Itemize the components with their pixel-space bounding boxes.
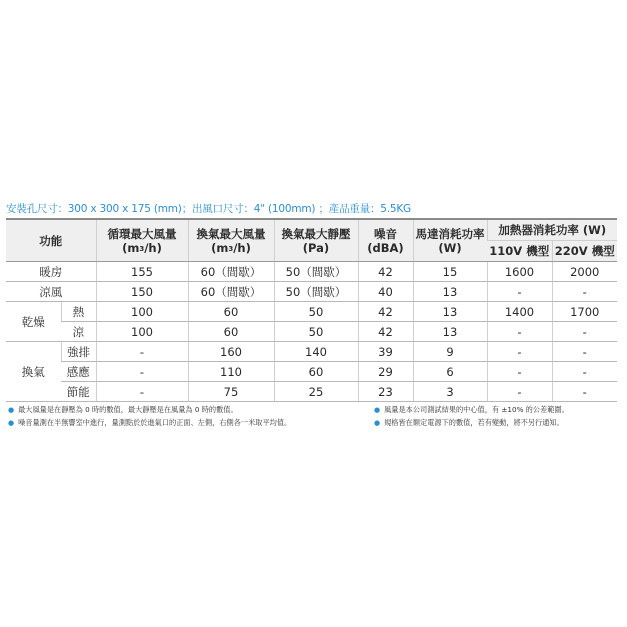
cell-110v: - (487, 282, 552, 302)
table-row (6, 282, 617, 302)
cell-pressure: 140 (274, 342, 358, 362)
cell-noise: 42 (358, 262, 413, 282)
header-noise: 噪音 (dBA) (358, 219, 413, 262)
cell-noise: 42 (358, 302, 413, 322)
header-vent-air: 換氣最大風量 $(m^3/h)$ (188, 219, 274, 262)
header-heater: 加熱器消耗功率 (W) (487, 219, 617, 241)
cell-vent: 60 (188, 302, 274, 322)
bullet-icon: ● (8, 418, 15, 427)
cell-vent: 60（間歇） (188, 282, 274, 302)
cell-vent: 110 (188, 362, 274, 382)
notes-left (8, 404, 291, 429)
cell-circ: 100 (96, 302, 188, 322)
row-label: 涼 (61, 322, 96, 342)
cell-110v: 1600 (487, 262, 552, 282)
cell-motor: 13 (413, 302, 487, 322)
spec-line: 安裝孔尺寸：300 x 300 x 175 (mm)；出風口尺寸：4" (100mm) ；產品重量：5.5KG (6, 203, 411, 215)
cell-motor: 13 (413, 322, 487, 342)
cell-motor: 13 (413, 282, 487, 302)
row-label: 感應 (61, 362, 96, 382)
cell-110v: - (487, 362, 552, 382)
note-item: ● 規格皆在額定電源下的數值，若有變動，將不另行通知。 (374, 417, 564, 427)
header-110v: 110V 機型 (487, 241, 552, 262)
row-label: 熱 (61, 302, 96, 322)
cell-circ: - (96, 362, 188, 382)
cell-110v: - (487, 382, 552, 402)
cell-220v: - (552, 282, 617, 302)
cell-circ: - (96, 342, 188, 362)
table-row (6, 322, 617, 342)
row-label: 暖房 (6, 262, 96, 282)
note-item: ● 風量是本公司測試結果的中心值，有 ±10% 的公差範圍。 (374, 405, 569, 414)
cell-pressure: 25 (274, 382, 358, 402)
cell-vent: 160 (188, 342, 274, 362)
cell-motor: 6 (413, 362, 487, 382)
cell-220v: - (552, 362, 617, 382)
cell-220v: - (552, 382, 617, 402)
table-row (6, 262, 617, 282)
table-row (6, 342, 617, 362)
table-row (6, 302, 617, 322)
cell-noise: 40 (358, 282, 413, 302)
cell-pressure: 50（間歇） (274, 262, 358, 282)
cell-pressure: 60 (274, 362, 358, 382)
cell-pressure: 50 (274, 322, 358, 342)
header-220v: 220V 機型 (552, 241, 617, 262)
note-item: ● 最大風量是在靜壓為 0 時的數值，最大靜壓是在風量為 0 時的數值。 (8, 405, 238, 414)
cell-110v: - (487, 322, 552, 342)
row-label: 強排 (61, 342, 96, 362)
note-item: ● 噪音量測在半無響室中進行，量測點於於進氣口的正面、左側，右側各一米取平均值。 (8, 417, 292, 427)
cell-220v: - (552, 342, 617, 362)
cell-noise: 23 (358, 382, 413, 402)
cell-motor: 15 (413, 262, 487, 282)
cell-noise: 39 (358, 342, 413, 362)
row-label: 涼風 (6, 282, 96, 302)
group-dry: 乾燥 (6, 302, 61, 342)
bullet-icon: ● (8, 406, 15, 414)
header-motor: 馬達消耗功率 (W) (413, 219, 487, 262)
cell-motor: 9 (413, 342, 487, 362)
row-label: 節能 (61, 382, 96, 402)
spec-table (6, 218, 617, 402)
cell-vent: 60 (188, 322, 274, 342)
cell-220v: 2000 (552, 262, 617, 282)
cell-circ: 150 (96, 282, 188, 302)
header-function: 功能 (6, 219, 96, 262)
cell-110v: - (487, 342, 552, 362)
bullet-icon: ● (374, 418, 381, 427)
cell-pressure: 50 (274, 302, 358, 322)
header-pressure: 換氣最大靜壓 (Pa) (274, 219, 358, 262)
table-row (6, 362, 617, 382)
cell-noise: 42 (358, 322, 413, 342)
bullet-icon: ● (374, 406, 381, 414)
cell-110v: 1400 (487, 302, 552, 322)
cell-220v: 1700 (552, 302, 617, 322)
cell-motor: 3 (413, 382, 487, 402)
header-circ-air: 循環最大風量 $(m^3/h)$ (96, 219, 188, 262)
table-row (6, 382, 617, 402)
group-vent: 換氣 (6, 342, 61, 402)
cell-noise: 29 (358, 362, 413, 382)
cell-circ: 100 (96, 322, 188, 342)
notes-right (374, 404, 569, 429)
cell-pressure: 50（間歇） (274, 282, 358, 302)
cell-vent: 60（間歇） (188, 262, 274, 282)
cell-vent: 75 (188, 382, 274, 402)
cell-circ: 155 (96, 262, 188, 282)
cell-220v: - (552, 322, 617, 342)
cell-circ: - (96, 382, 188, 402)
